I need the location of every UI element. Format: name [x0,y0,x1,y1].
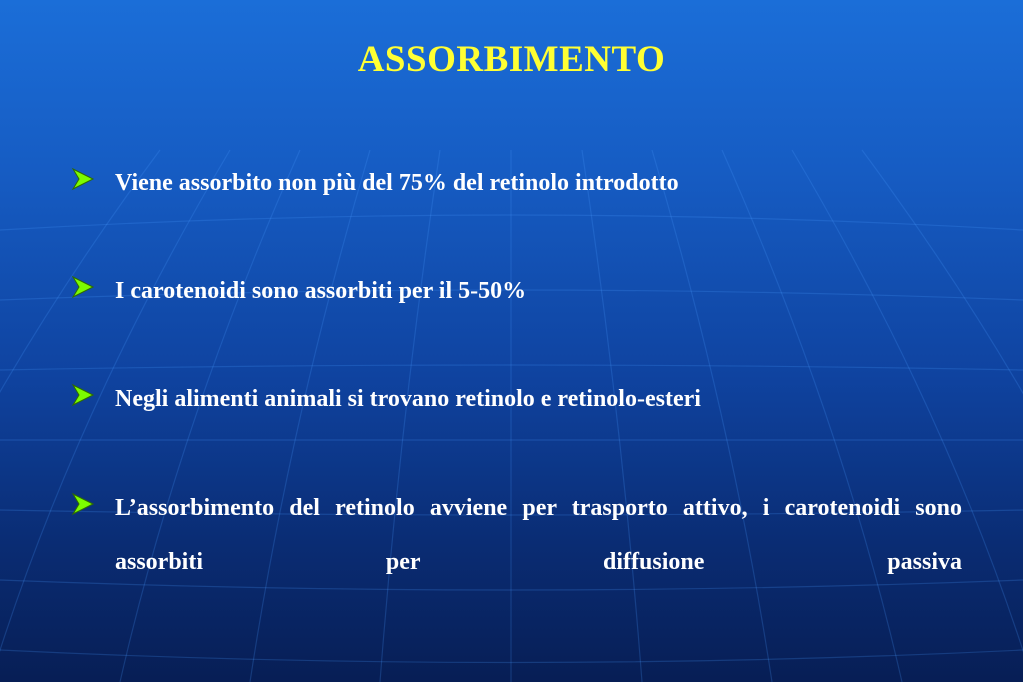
bullet-text: Negli alimenti animali si trovano retinolo e retinolo-esteri [115,386,701,412]
arrow-bullet-icon [70,274,96,300]
bullet-text: L’assorbimento del retinolo avviene per trasporto attivo, i carotenoidi sono assorbiti per diffusione passiva [115,495,962,575]
bullet-text: I carotenoidi sono assorbiti per il 5-50% [115,278,527,304]
arrow-bullet-icon [70,166,96,192]
arrow-bullet-icon [70,491,96,517]
slide-title: ASSORBIMENTO [357,39,666,80]
arrow-bullet-icon [70,382,96,408]
bullet-text: Viene assorbito non più del 75% del retinolo introdotto [115,170,679,196]
